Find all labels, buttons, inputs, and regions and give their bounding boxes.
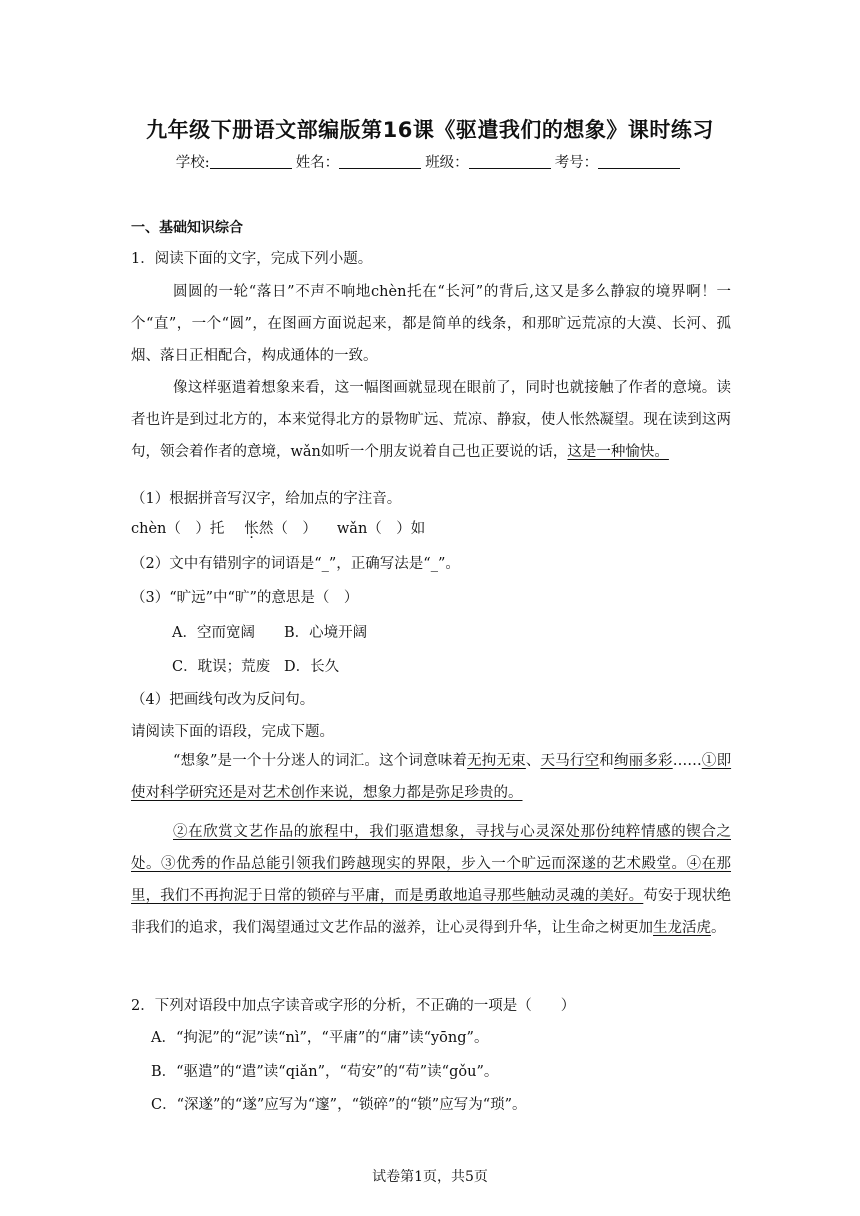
dotted-char: 怅 — [244, 521, 259, 537]
question-1-stem: 1．阅读下面的文字，完成下列小题。 — [131, 251, 373, 267]
option-a[interactable]: A．空而宽阔 — [172, 625, 255, 641]
page-title: 九年级下册语文部编版第16课《驱遣我们的想象》课时练习 — [146, 118, 714, 142]
underlined-word: 天马行空 — [540, 753, 600, 769]
question-2-stem: 2．下列对语段中加点字读音或字形的分析，不正确的一项是（ ） — [131, 998, 576, 1014]
passage-2-paragraph-1 — [131, 745, 731, 809]
sub-question-4: （4）把画线句改为反问句。 — [131, 692, 315, 708]
number-blank[interactable] — [598, 153, 680, 169]
separator: 和 — [599, 753, 614, 769]
underlined-word: 生龙活虎 — [653, 920, 711, 936]
option-d[interactable]: D．长久 — [284, 659, 340, 675]
blank-chen: chèn（ ）托 — [131, 521, 225, 537]
sentence-4: ④在那里，我们不再拘泥于日常的锁碎与平庸，而是勇敢地追寻那些触动灵魂的美好。 — [131, 856, 732, 904]
passage-1-paragraph-1: 圆圆的一轮“落日”不声不响地chèn托在“长河”的背后,这又是多么静寂的境界啊！一个“直”，一个“圆”，在图画方面说起来，都是简单的线条，和那旷远荒凉的大漠、长河、孤烟、落日正相配合，构成通体的一致。 — [131, 284, 731, 364]
passage-text: “想象”是一个十分迷人的词汇。这个词意味着 — [173, 753, 468, 769]
underlined-word: 无拘无束 — [467, 753, 526, 769]
passage-text: 安于现状绝非我们的追求，我们渴望通过文艺作品的滋养，让心灵得到升华，让生命之树更加 — [131, 888, 732, 936]
name-label: 姓名： — [295, 155, 340, 171]
class-blank[interactable] — [469, 153, 551, 169]
passage-1-paragraph-2 — [131, 372, 731, 468]
class-label: 班级： — [425, 155, 469, 171]
number-label: 考号： — [554, 155, 599, 171]
name-blank[interactable] — [339, 153, 421, 169]
section-heading: 一、基础知识综合 — [131, 220, 243, 236]
passage-2-paragraph-2 — [131, 816, 731, 944]
reading-2-intro: 请阅读下面的语段，完成下题。 — [131, 724, 334, 740]
sentence-2: ②在欣赏文艺作品的旅程中，我们驱遣想象，寻找与心灵深处那份纯粹情感的锲合之处。 — [131, 824, 731, 872]
q2-option-a[interactable]: A．“拘泥”的“泥”读“nì”，“平庸”的“庸”读“yōng”。 — [151, 1030, 489, 1046]
passage-text: 然凝望。现在读到这两句，领会着作者的意境，wǎn如听一个朋友说着自己也正要说的话， — [131, 412, 732, 460]
option-c[interactable]: C．耽误；荒废 — [172, 659, 271, 675]
school-label: 学校: — [175, 155, 210, 171]
dotted-char: 怅 · — [570, 412, 585, 428]
sub-question-1: （1）根据拼音写汉字，给加点的字注音。 — [131, 491, 402, 507]
dotted-char: 苟 · — [643, 888, 658, 904]
blank-chang: 然（ ） — [258, 521, 317, 537]
passage-text: 像这样驱遣着想象来看，这一幅图画就显现在眼前了，同时也就接触了作者的意境。读者也许是到过北方的，本来觉得北方的景物旷远、荒凉、静寂，使人 — [131, 380, 731, 428]
sentence-1: ①即使对科学研究还是对艺术创作来说，想象力都是弥足珍贵的。 — [131, 753, 732, 801]
option-b[interactable]: B．心境开阔 — [284, 625, 368, 641]
blank-wan: wǎn（ ）如 — [336, 521, 426, 537]
sub-question-1-blanks — [131, 517, 425, 538]
underlined-sentence: 这是一种愉快。 — [567, 444, 669, 460]
page-footer: 试卷第1页，共5页 — [372, 1169, 488, 1185]
separator: 、 — [525, 753, 541, 769]
sentence-3: ③优秀的作品总能引领我们跨越现实的界限，步入一个旷远而深遂的艺术殿堂。 — [161, 856, 687, 872]
q2-option-c[interactable]: C．“深遂”的“遂”应写为“邃”，“锁碎”的“锁”应写为“琐”。 — [151, 1097, 527, 1113]
passage-text: 。 — [711, 920, 726, 936]
sub-question-3: （3）“旷远”中“旷”的意思是（ ） — [131, 590, 359, 606]
q2-option-b[interactable]: B．“驱遣”的“遣”读“qiǎn”，“苟安”的“苟”读“gǒu”。 — [151, 1064, 499, 1080]
sub-question-2: （2）文中有错别字的词语是“_”，正确写法是“_”。 — [131, 556, 460, 572]
ellipsis: …… — [672, 753, 702, 769]
school-blank[interactable] — [210, 153, 292, 169]
student-info-line — [0, 151, 860, 172]
underlined-word: 绚丽多彩 — [613, 753, 673, 769]
